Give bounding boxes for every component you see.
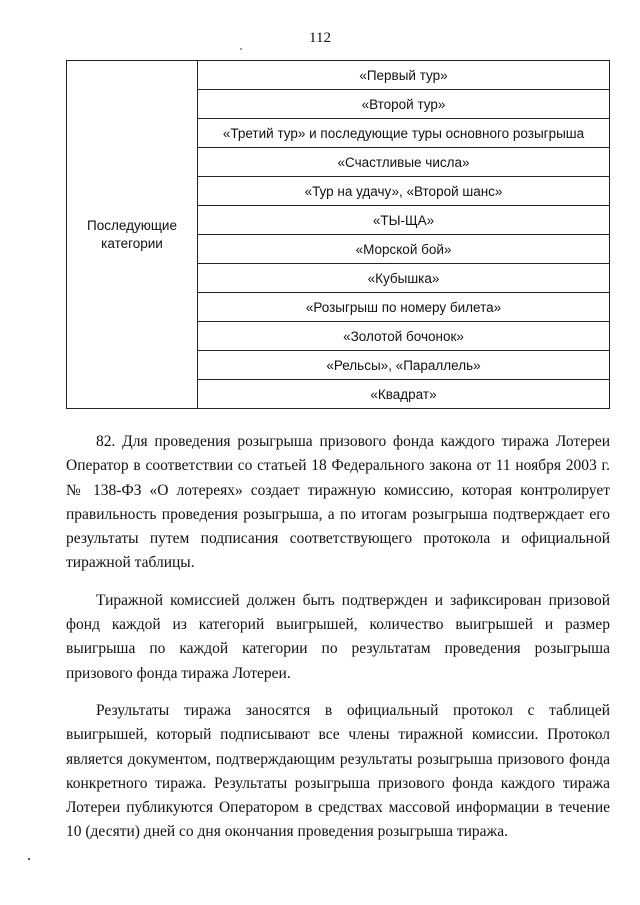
paragraph-82: 82. Для проведения розыгрыша призового фонда каждого тиража Лотереи Оператор в соответствии со статьей 18 Федерального закона от 11 ноября 2003 г. № 138-ФЗ «О лотереях» создает тиражную комиссию, которая контролирует правильность проведения розыгрыша, а по итогам розыгрыша подтверждает его результаты путем подписания соответствующего протокола и официальной тиражной таблицы. (66, 433, 610, 572)
paragraph-commission-confirmation: Тиражной комиссией должен быть подтвержден и зафиксирован призовой фонд каждой из категорий выигрышей, количество выигрышей и размер выигрыша по каждой категории по результатам проведения розыгрыша призового фонда тиража Лотереи. (66, 591, 610, 682)
paragraph-protocol-results: Результаты тиража заносятся в официальный протокол с таблицей выигрышей, который подписывают все члены тиражной комиссии. Протокол является документом, подтверждающим результаты розыгрыша призового фонда конкретного тиража. Результаты розыгрыша призового фонда каждого тиража Лотереи публикуются Оператором в средствах массовой информации в течение 10 (десяти) дней со дня окончания проведения розыгрыша тиража. (66, 701, 610, 841)
scan-mark (28, 858, 30, 860)
category-cell: «Второй тур» (198, 90, 610, 119)
table-row (67, 61, 610, 90)
category-cell: «Счастливые числа» (198, 148, 610, 177)
page-number: 112 (309, 30, 331, 46)
category-cell: «Тур на удачу», «Второй шанс» (198, 177, 610, 206)
category-cell: «Розыгрыш по номеру билета» (198, 293, 610, 322)
category-cell: «Морской бой» (198, 235, 610, 264)
category-cell: «Квадрат» (198, 380, 610, 409)
prize-categories-table (66, 60, 610, 409)
category-cell: «ТЫ-ЩА» (198, 206, 610, 235)
category-cell: «Золотой бочонок» (198, 322, 610, 351)
body-text (66, 430, 610, 858)
category-cell: «Кубышка» (198, 264, 610, 293)
scan-speck (240, 48, 242, 50)
group-label-cell: Последующие категории (67, 61, 198, 409)
category-cell: «Третий тур» и последующие туры основного розыгрыша (198, 119, 610, 148)
category-cell: «Первый тур» (198, 61, 610, 90)
category-cell: «Рельсы», «Параллель» (198, 351, 610, 380)
